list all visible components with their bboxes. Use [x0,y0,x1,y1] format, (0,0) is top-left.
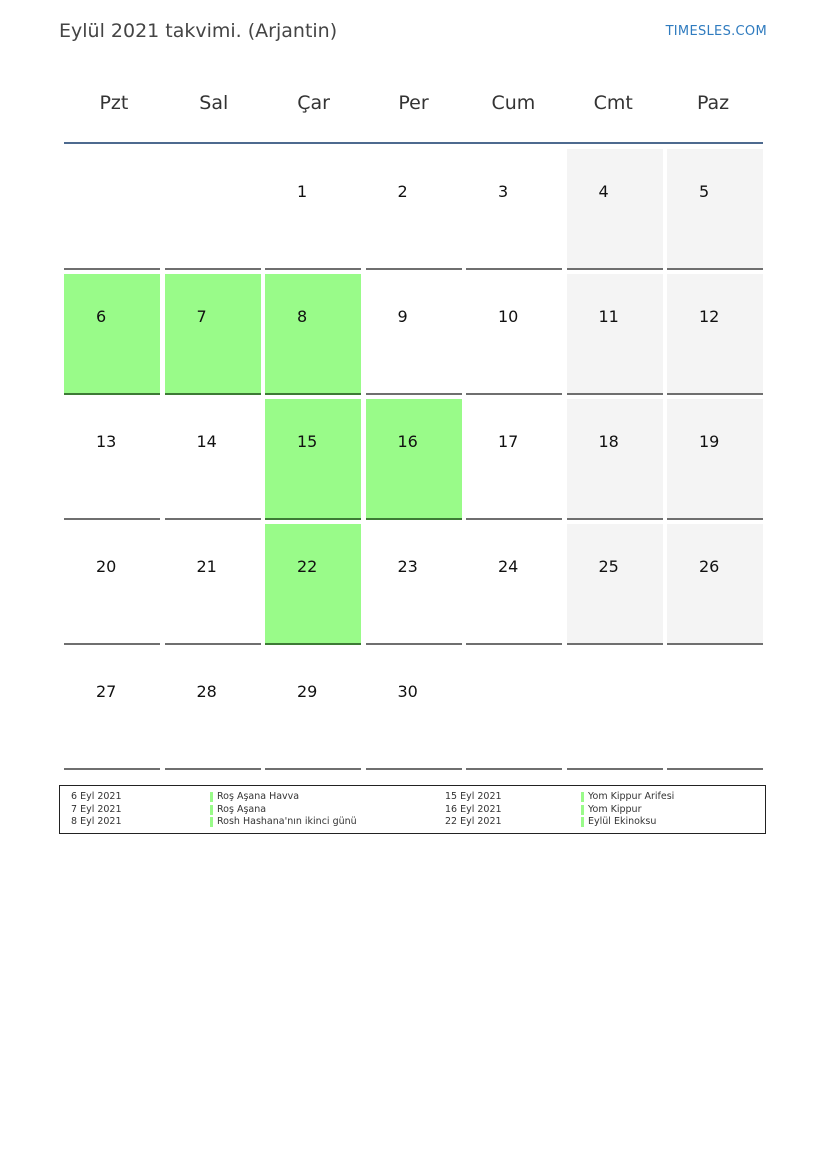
holiday-color-marker [210,792,213,802]
holiday-day-cell [366,399,462,520]
weekend-day-cell [567,399,663,520]
day-number: 22 [297,557,318,576]
legend-date: 16 Eyl 2021 [445,803,502,815]
day-number: 21 [196,557,217,576]
day-cell [366,149,462,270]
day-cell [64,399,160,520]
day-number: 4 [598,182,609,201]
day-cell [667,649,763,770]
weekend-day-cell [667,149,763,270]
day-cell [466,399,562,520]
day-cell [265,649,361,770]
day-number: 1 [297,182,308,201]
weekday-header [64,88,763,118]
weekday-label: Çar [297,92,330,114]
day-number: 5 [699,182,710,201]
holiday-color-marker [581,817,584,827]
day-cell [466,274,562,395]
weekend-day-cell [667,399,763,520]
day-number: 18 [598,432,619,451]
day-number: 12 [699,307,720,326]
legend-holiday-name [210,791,299,803]
holiday-day-cell [165,274,261,395]
brand-link[interactable]: TIMESLES.COM [665,24,767,39]
day-cell [466,524,562,645]
day-number: 19 [699,432,720,451]
day-cell [366,274,462,395]
day-number: 25 [598,557,619,576]
holiday-color-marker [210,817,213,827]
day-number: 9 [397,307,408,326]
day-number: 11 [598,307,619,326]
day-number: 13 [96,432,117,451]
legend-holiday-name [581,816,656,828]
legend-holiday-name [581,791,674,803]
day-number: 8 [297,307,308,326]
day-number: 30 [397,682,418,701]
day-cell [466,649,562,770]
day-number: 24 [498,557,519,576]
legend-date: 15 Eyl 2021 [445,791,502,802]
legend-date: 6 Eyl 2021 [71,791,122,802]
day-cell [64,649,160,770]
day-cell [265,149,361,270]
day-number: 6 [96,307,107,326]
legend-holiday-text: Yom Kippur Arifesi [588,791,675,802]
day-number: 16 [397,432,418,451]
legend-holiday-name [210,816,357,828]
holiday-color-marker [210,805,213,815]
legend-date: 22 Eyl 2021 [445,816,502,827]
weekday-label: Per [398,92,429,114]
day-cell [165,649,261,770]
day-number: 20 [96,557,117,576]
holiday-color-marker [581,805,584,815]
day-number: 10 [498,307,519,326]
legend-holiday-text: Roş Aşana [217,803,267,815]
day-number: 29 [297,682,318,701]
day-number: 23 [397,557,418,576]
legend-holiday-name [210,804,266,816]
weekend-day-cell [667,274,763,395]
holiday-color-marker [581,792,584,802]
day-cell [64,149,160,270]
day-number: 28 [196,682,217,701]
day-cell [366,524,462,645]
day-cell [165,399,261,520]
page-title: Eylül 2021 takvimi. (Arjantin) [59,20,338,42]
legend-holiday-text: Roş Aşana Havva [217,791,300,802]
day-cell [567,649,663,770]
holiday-day-cell [265,274,361,395]
day-number: 14 [196,432,217,451]
weekday-label: Pzt [99,92,129,114]
weekend-day-cell [567,149,663,270]
day-number: 27 [96,682,117,701]
weekday-label: Paz [696,92,730,114]
legend-holiday-text: Yom Kippur [588,803,642,815]
weekday-label: Sal [199,92,229,114]
weekend-day-cell [567,274,663,395]
day-number: 26 [699,557,720,576]
day-number: 2 [397,182,408,201]
legend-holiday-text: Rosh Hashana'nın ikinci günü [217,816,357,827]
holiday-day-cell [265,399,361,520]
weekend-day-cell [567,524,663,645]
holiday-day-cell [265,524,361,645]
weekday-label: Cum [491,92,536,114]
day-cell [64,524,160,645]
day-cell [366,649,462,770]
weekday-label: Cmt [593,92,633,114]
weekend-day-cell [667,524,763,645]
holiday-day-cell [64,274,160,395]
legend-date: 7 Eyl 2021 [71,803,122,815]
day-number: 3 [498,182,509,201]
day-cell [466,149,562,270]
holiday-legend [59,785,766,834]
legend-holiday-text: Eylül Ekinoksu [588,816,657,827]
calendar-grid [64,149,763,770]
day-number: 15 [297,432,318,451]
legend-holiday-name [581,804,641,816]
day-number: 17 [498,432,519,451]
day-number: 7 [196,307,207,326]
header-divider [64,142,763,144]
day-cell [165,149,261,270]
legend-date: 8 Eyl 2021 [71,816,122,827]
day-cell [165,524,261,645]
